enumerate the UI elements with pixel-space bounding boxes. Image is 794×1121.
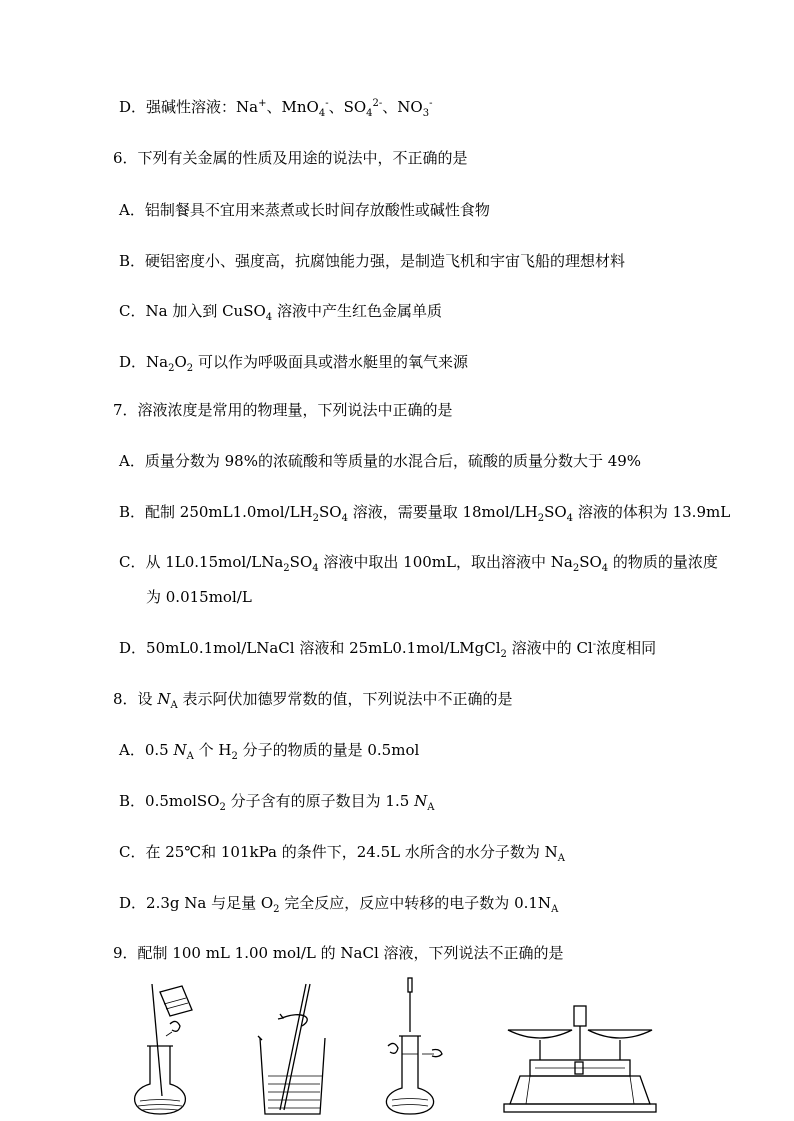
q6-option-d: D．$Na_2O_2$ 可以作为呼吸面具或潜水艇里的氧气来源 — [119, 353, 468, 374]
balance-figure — [504, 1006, 656, 1112]
q7-option-d: D．50mL0.1mol/LNaCl 溶液和 25mL0.1mol/LMgCl$_2$ 溶液中的 Cl-浓度相同 — [119, 639, 657, 660]
q7-stem: 7．溶液浓度是常用的物理量，下列说法中正确的是 — [113, 401, 453, 419]
q7-option-c: C．从 $1L0.15mol/LNa_2SO_4$ 溶液中取出 100mL，取出溶液中 $Na_2SO_4$ 的物质的量浓度 — [119, 553, 718, 574]
q9-stem: 9．配制 100 mL 1.00 mol/L 的 NaCl 溶液，下列说法不正确的是 — [113, 944, 564, 962]
q8-option-c: C．在 25℃和 101kPa 的条件下，24.5L 水所含的水分子数为 $N_A$ — [119, 843, 565, 864]
q8-option-d: D．2.3g Na 与足量 $O_2$ 完全反应，反应中转移的电子数为 $0.1N_A$ — [119, 894, 559, 915]
q5-option-d: D．强碱性溶液：Na+、MnO$_4$-、$SO_4^{2-}$、$NO_3^-$ — [119, 98, 433, 119]
q8-option-b: B．0.5molSO$_2$ 分子含有的原子数目为 1.5 $N_A$ — [119, 792, 435, 813]
pouring-flask-figure — [135, 984, 192, 1114]
q7-option-c-continued: 为 0.015mol/L — [146, 588, 252, 606]
q7-option-b: B．配制 $250mL1.0mol/LH_2SO_4$ 溶液，需要量取 $18mol/LH_2SO_4$ 溶液的体积为 13.9mL — [119, 503, 731, 524]
q8-option-a: A．0.5 $N_A$ 个 $H_2$ 分子的物质的量是 0.5mol — [119, 741, 420, 762]
dropper-flask-figure — [386, 978, 442, 1114]
beaker-stirring-figure — [258, 984, 325, 1114]
q7-option-a: A．质量分数为 98%的浓硫酸和等质量的水混合后，硫酸的质量分数大于 49% — [119, 452, 642, 470]
apparatus-figures — [130, 976, 660, 1116]
q6-option-c: C．Na 加入到 CuSO$_4$ 溶液中产生红色金属单质 — [119, 302, 442, 323]
q8-stem: 8．设 $N_A$ 表示阿伏加德罗常数的值，下列说法中不正确的是 — [113, 690, 513, 711]
q6-option-a: A．铝制餐具不宜用来蒸煮或长时间存放酸性或碱性食物 — [119, 201, 490, 219]
q6-option-b: B．硬铝密度小、强度高，抗腐蚀能力强，是制造飞机和宇宙飞船的理想材料 — [119, 252, 626, 270]
q6-stem: 6．下列有关金属的性质及用途的说法中，不正确的是 — [113, 149, 468, 167]
